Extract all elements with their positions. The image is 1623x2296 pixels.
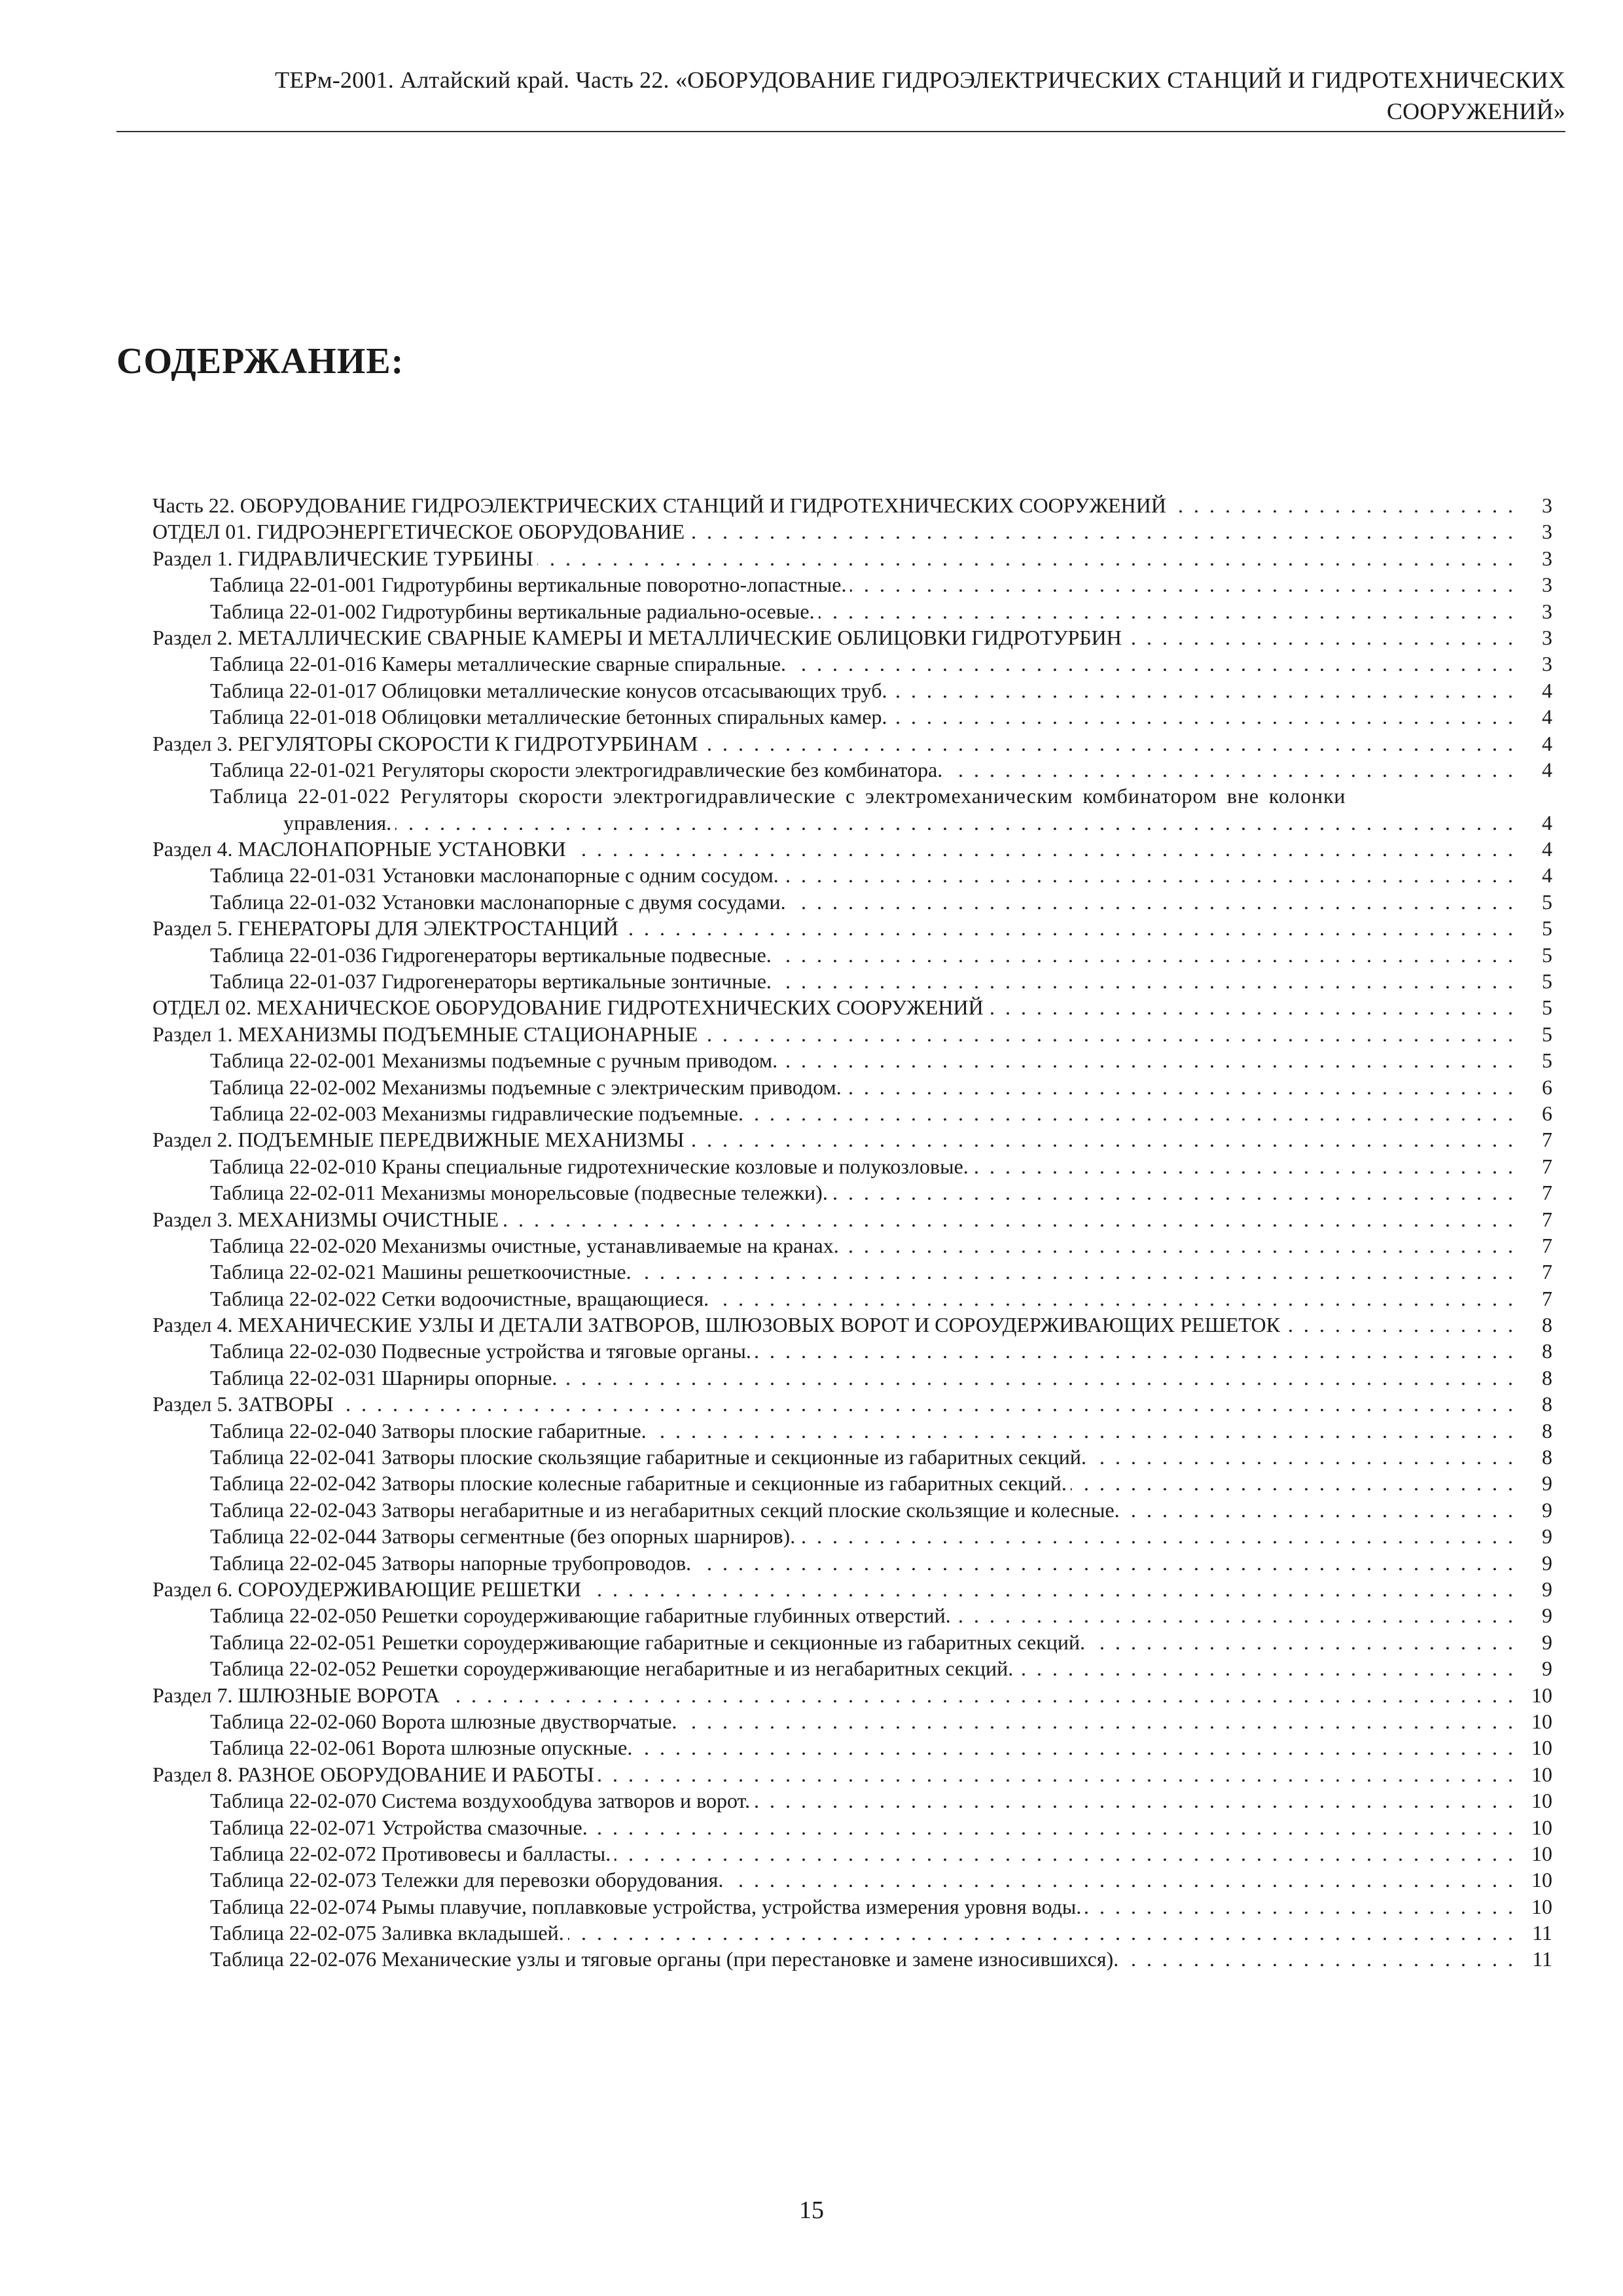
toc-entry[interactable] [152, 1682, 1552, 1708]
toc-entry[interactable] [152, 1840, 1552, 1867]
toc-entry-page: 4 [1542, 731, 1552, 755]
toc-entry-title: Раздел 4. МЕХАНИЧЕСКИЕ УЗЛЫ И ДЕТАЛИ ЗАТВОРОВ, ШЛЮЗОВЫХ ВОРОТ И СОРОУДЕРЖИВАЮЩИХ РЕШЕТОК [152, 1313, 1280, 1337]
toc-entry-title: ОТДЕЛ 01. ГИДРОЭНЕРГЕТИЧЕСКОЕ ОБОРУДОВАНИЕ [152, 520, 685, 544]
toc-entry-page: 5 [1542, 916, 1552, 941]
toc-entry-title: Таблица 22-01-017 Облицовки металлические конусов отсасывающих труб. [210, 678, 887, 702]
toc-entry-page: 10 [1531, 1841, 1552, 1865]
toc-entry[interactable] [152, 1179, 1552, 1206]
toc-entry[interactable] [152, 889, 1552, 915]
toc-entry-title: Раздел 2. ПОДЪЕМНЫЕ ПЕРЕДВИЖНЫЕ МЕХАНИЗМЫ [152, 1128, 685, 1152]
toc-entry-page: 7 [1542, 1207, 1552, 1231]
toc-entry-title: Таблица 22-01-021 Регуляторы скорости электрогидравлические без комбинатора. [210, 757, 943, 781]
toc-entry-title: Таблица 22-01-022 Регуляторы скорости электрогидравлические с электромеханическим комбинатором вне колонки [210, 784, 1346, 808]
toc-entry-title: Таблица 22-01-001 Гидротурбины вертикальные поворотно-лопастные. [210, 573, 847, 597]
toc-entry-title: Таблица 22-02-045 Затворы напорные трубопроводов. [210, 1551, 692, 1575]
running-header [116, 64, 1565, 127]
toc-entry[interactable] [152, 1391, 1552, 1417]
toc-entry[interactable] [152, 1550, 1552, 1576]
toc-entry[interactable] [152, 1365, 1552, 1391]
toc-dot-leader [819, 598, 1516, 624]
toc-entry-title: Таблица 22-02-070 Система воздухообдува затворов и ворот. [210, 1789, 751, 1813]
toc-entry[interactable] [152, 492, 1552, 518]
toc-dot-leader [570, 836, 1516, 862]
toc-entry[interactable] [152, 1523, 1552, 1549]
toc-entry-title: Раздел 2. МЕТАЛЛИЧЕСКИЕ СВАРНЫЕ КАМЕРЫ И МЕТАЛЛИЧЕСКИЕ ОБЛИЦОВКИ ГИДРОТУРБИН [152, 625, 1122, 649]
toc-entry[interactable] [152, 810, 1552, 836]
toc-entry[interactable] [152, 1047, 1552, 1073]
toc-dot-leader [1124, 1497, 1516, 1523]
toc-entry[interactable] [152, 1206, 1552, 1232]
toc-entry[interactable] [152, 783, 1552, 809]
toc-entry-page: 3 [1542, 493, 1552, 517]
toc-dot-leader [955, 1602, 1516, 1628]
toc-entry-title: Таблица 22-02-042 Затворы плоские колесные габаритные и секционные из габаритных секций. [210, 1471, 1067, 1496]
toc-dot-leader [622, 915, 1516, 941]
toc-dot-leader [1089, 1629, 1516, 1655]
toc-entry-page: 9 [1542, 1498, 1552, 1522]
toc-entry[interactable] [152, 1893, 1552, 1920]
toc-entry[interactable] [152, 1708, 1552, 1734]
toc-entry-page: 3 [1542, 573, 1552, 597]
toc-entry-title: Раздел 3. МЕХАНИЗМЫ ОЧИСТНЫЕ [152, 1207, 499, 1231]
toc-dot-leader [702, 1021, 1516, 1047]
toc-entry-title: Раздел 1. МЕХАНИЗМЫ ПОДЪЕМНЫЕ СТАЦИОНАРНЫЕ [152, 1022, 698, 1046]
toc-entry-title: Таблица 22-02-072 Противовесы и балласты. [210, 1841, 611, 1865]
toc-dot-leader [1090, 1444, 1516, 1470]
toc-dot-leader [598, 1761, 1516, 1787]
toc-entry[interactable] [152, 598, 1552, 624]
toc-entry[interactable] [152, 757, 1552, 783]
toc-dot-leader [988, 994, 1516, 1020]
toc-entry-title: Таблица 22-02-001 Механизмы подъемные с ручным приводом. [210, 1049, 778, 1073]
toc-entry-title: Таблица 22-01-036 Гидрогенераторы вертикальные подвесные. [210, 942, 772, 967]
toc-entry-title: Таблица 22-02-031 Шарниры опорные. [210, 1365, 558, 1390]
toc-dot-leader [444, 1682, 1516, 1708]
toc-entry[interactable] [152, 651, 1552, 677]
toc-entry[interactable] [152, 1655, 1552, 1681]
toc-entry[interactable] [152, 1602, 1552, 1628]
toc-dot-leader [843, 1232, 1516, 1259]
toc-dot-leader [1284, 1312, 1516, 1338]
toc-dot-leader [891, 704, 1516, 730]
toc-entry-title: Таблица 22-01-037 Гидрогенераторы вертикальные зонтичные. [210, 969, 772, 994]
toc-entry-page: 8 [1542, 1313, 1552, 1337]
toc-entry[interactable] [152, 1153, 1552, 1179]
toc-entry-page: 4 [1542, 705, 1552, 729]
toc-entry-page: 6 [1542, 1101, 1552, 1125]
toc-entry-title: Раздел 6. СОРОУДЕРЖИВАЮЩИЕ РЕШЕТКИ [152, 1577, 582, 1601]
toc-entry-page: 9 [1542, 1604, 1552, 1628]
toc-entry-page: 4 [1542, 757, 1552, 781]
toc-entry-title: ОТДЕЛ 02. МЕХАНИЧЕСКОЕ ОБОРУДОВАНИЕ ГИДРОТЕХНИЧЕСКИХ СООРУЖЕНИЙ [152, 996, 984, 1020]
toc-entry-page: 5 [1542, 1022, 1552, 1046]
toc-entry-title: Таблица 22-02-002 Механизмы подъемные с электрическим приводом. [210, 1075, 842, 1099]
toc-dot-leader [946, 757, 1516, 783]
toc-dot-leader [850, 571, 1516, 598]
toc-entry-title: Таблица 22-01-031 Установки маслонапорные с одним сосудом. [210, 863, 779, 888]
toc-entry-title: Таблица 22-02-071 Устройства смазочные. [210, 1815, 588, 1839]
toc-dot-leader [1017, 1655, 1516, 1681]
toc-dot-leader [1085, 1893, 1516, 1920]
toc-dot-leader [846, 1074, 1516, 1100]
toc-dot-leader [1071, 1470, 1516, 1496]
toc-entry-title: Таблица 22-02-074 Рымы плавучие, поплавковые устройства, устройства измерения уровня воды. [210, 1894, 1082, 1918]
toc-entry[interactable] [152, 1814, 1552, 1840]
toc-entry-page: 3 [1542, 625, 1552, 649]
toc-entry[interactable] [152, 1418, 1552, 1444]
toc-entry-page: 9 [1542, 1630, 1552, 1654]
toc-entry[interactable] [152, 942, 1552, 968]
toc-entry-title: Раздел 3. РЕГУЛЯТОРЫ СКОРОСТИ К ГИДРОТУРБИНАМ [152, 731, 698, 755]
toc-dot-leader [1122, 1946, 1516, 1972]
toc-dot-leader [1170, 492, 1516, 518]
toc-entry-title: Таблица 22-02-010 Краны специальные гидротехнические козловые и полукозловые. [210, 1154, 969, 1178]
toc-entry-page: 9 [1542, 1524, 1552, 1549]
toc-entry[interactable] [152, 1946, 1552, 1972]
toc-entry-page: 8 [1542, 1339, 1552, 1363]
toc-dot-leader [754, 1787, 1516, 1814]
toc-dot-leader [681, 1708, 1516, 1734]
toc-dot-leader [568, 1920, 1516, 1946]
toc-entry-page: 11 [1532, 1921, 1552, 1945]
toc-entry[interactable] [152, 624, 1552, 651]
toc-dot-leader [781, 1047, 1516, 1073]
toc-entry[interactable] [152, 1232, 1552, 1259]
toc-dot-leader [891, 677, 1516, 704]
toc-entry-page: 10 [1531, 1683, 1552, 1707]
toc-entry[interactable] [152, 1497, 1552, 1523]
toc-dot-leader [636, 1734, 1516, 1761]
toc-entry[interactable] [152, 1787, 1552, 1814]
toc-entry[interactable] [152, 968, 1552, 994]
toc-dot-leader [635, 1259, 1516, 1285]
toc-entry-title: Таблица 22-02-052 Решетки сороудерживающие негабаритные и из негабаритных секций. [210, 1657, 1014, 1681]
toc-entry-title: Таблица 22-02-061 Ворота шлюзные опускные. [210, 1736, 633, 1760]
toc-entry-page: 8 [1542, 1392, 1552, 1416]
toc-dot-leader [592, 1814, 1516, 1840]
toc-entry-title: управления. [283, 810, 392, 834]
toc-dot-leader [1126, 624, 1516, 651]
toc-entry-title: Таблица 22-02-041 Затворы плоские скользящие габаритные и секционные из габаритных секций. [210, 1445, 1086, 1469]
toc-dot-leader [615, 1840, 1516, 1867]
running-header-line-2: СООРУЖЕНИЙ» [1386, 98, 1565, 124]
toc-entry[interactable] [152, 1734, 1552, 1761]
toc-dot-leader [727, 1867, 1516, 1893]
toc-entry-page: 8 [1542, 1445, 1552, 1469]
toc-entry[interactable] [152, 836, 1552, 862]
toc-entry[interactable] [152, 1761, 1552, 1787]
toc-entry-title: Раздел 7. ШЛЮЗНЫЕ ВОРОТА [152, 1683, 440, 1707]
running-header-line-1: ТЕРм-2001. Алтайский край. Часть 22. «ОБОРУДОВАНИЕ ГИДРОЭЛЕКТРИЧЕСКИХ СТАНЦИЙ И ГИДРОТЕХНИЧЕСКИХ [275, 67, 1565, 93]
toc-dot-leader [790, 651, 1516, 677]
page-number: 15 [799, 2197, 824, 2224]
toc-dot-leader [688, 1126, 1516, 1153]
toc-entry-title: Таблица 22-01-002 Гидротурбины вертикальные радиально-осевые. [210, 599, 815, 623]
toc-entry-title: Таблица 22-02-003 Механизмы гидравлические подъемные. [210, 1101, 743, 1125]
toc-entry[interactable] [152, 915, 1552, 941]
toc-entry[interactable] [152, 1021, 1552, 1047]
toc-entry-title: Таблица 22-02-075 Заливка вкладышей. [210, 1921, 564, 1945]
toc-entry-title: Таблица 22-02-030 Подвесные устройства и тяговые органы. [210, 1339, 751, 1363]
toc-entry[interactable] [152, 1312, 1552, 1338]
toc-entry[interactable] [152, 1338, 1552, 1365]
toc-entry-page: 7 [1542, 1233, 1552, 1257]
toc-entry-page: 4 [1542, 863, 1552, 888]
toc-entry-page: 4 [1542, 837, 1552, 861]
toc-entry-page: 7 [1542, 1128, 1552, 1152]
toc-entry-page: 6 [1542, 1075, 1552, 1099]
toc-entry[interactable] [152, 994, 1552, 1020]
toc-dot-leader [561, 1365, 1516, 1391]
toc-dot-leader [585, 1576, 1516, 1602]
toc-entry-title: Таблица 22-02-073 Тележки для перевозки оборудования. [210, 1868, 724, 1892]
toc-entry-page: 8 [1542, 1365, 1552, 1390]
toc-entry-title: Часть 22. ОБОРУДОВАНИЕ ГИДРОЭЛЕКТРИЧЕСКИХ СТАНЦИЙ И ГИДРОТЕХНИЧЕСКИХ СООРУЖЕНИЙ [152, 493, 1166, 517]
table-of-contents [152, 492, 1552, 1973]
toc-entry-page: 7 [1542, 1181, 1552, 1205]
toc-entry-title: Таблица 22-02-060 Ворота шлюзные двустворчатые. [210, 1709, 677, 1733]
toc-entry-page: 3 [1542, 652, 1552, 676]
toc-entry-title: Раздел 1. ГИДРАВЛИЧЕСКИЕ ТУРБИНЫ [152, 546, 533, 570]
toc-entry-title: Таблица 22-01-016 Камеры металлические сварные спиральные. [210, 652, 787, 676]
toc-entry-page: 9 [1542, 1471, 1552, 1496]
toc-entry-page: 10 [1531, 1736, 1552, 1760]
toc-dot-leader [338, 1391, 1516, 1417]
toc-entry-title: Таблица 22-02-051 Решетки сороудерживающие габаритные и секционные из габаритных секций. [210, 1630, 1086, 1654]
toc-dot-leader [395, 810, 1516, 836]
toc-dot-leader [688, 518, 1516, 545]
toc-entry-page: 10 [1531, 1762, 1552, 1786]
toc-dot-leader [790, 889, 1516, 915]
toc-entry[interactable] [152, 730, 1552, 757]
toc-entry[interactable] [152, 862, 1552, 888]
toc-entry-page: 10 [1531, 1815, 1552, 1839]
toc-dot-leader [799, 1523, 1516, 1549]
toc-entry[interactable] [152, 545, 1552, 571]
toc-dot-leader [537, 545, 1516, 571]
toc-entry-title: Таблица 22-02-076 Механические узлы и тяговые органы (при перестановке и замене износившихся). [210, 1947, 1119, 1971]
toc-entry-page: 9 [1542, 1657, 1552, 1681]
toc-entry-page: 5 [1542, 942, 1552, 967]
toc-dot-leader [695, 1550, 1516, 1576]
toc-entry-page: 8 [1542, 1418, 1552, 1443]
toc-entry-page: 3 [1542, 546, 1552, 570]
toc-entry-page: 10 [1531, 1868, 1552, 1892]
toc-entry[interactable] [152, 1920, 1552, 1946]
toc-entry-title: Таблица 22-02-021 Машины решеткоочистные. [210, 1260, 632, 1284]
toc-entry-title: Раздел 4. МАСЛОНАПОРНЫЕ УСТАНОВКИ [152, 837, 566, 861]
toc-entry-title: Таблица 22-02-040 Затворы плоские габаритные. [210, 1418, 647, 1443]
toc-entry[interactable] [152, 1629, 1552, 1655]
toc-entry[interactable] [152, 1470, 1552, 1496]
toc-entry-page: 5 [1542, 996, 1552, 1020]
toc-entry[interactable] [152, 1100, 1552, 1126]
toc-entry[interactable] [152, 518, 1552, 545]
toc-entry-page: 5 [1542, 889, 1552, 914]
toc-entry-page: 9 [1542, 1577, 1552, 1601]
toc-entry-page: 9 [1542, 1551, 1552, 1575]
toc-dot-leader [747, 1100, 1516, 1126]
toc-entry-title: Таблица 22-02-020 Механизмы очистные, устанавливаемые на кранах. [210, 1233, 839, 1257]
toc-entry-title: Раздел 8. РАЗНОЕ ОБОРУДОВАНИЕ И РАБОТЫ [152, 1762, 594, 1786]
toc-entry-title: Таблица 22-02-044 Затворы сегментные (без опорных шарниров). [210, 1524, 796, 1549]
toc-entry-title: Таблица 22-02-022 Сетки водоочистные, вращающиеся. [210, 1286, 709, 1310]
toc-dot-leader [503, 1206, 1516, 1232]
toc-entry[interactable] [152, 1444, 1552, 1470]
toc-entry[interactable] [152, 1126, 1552, 1153]
toc-entry-page: 4 [1542, 810, 1552, 834]
toc-entry-title: Раздел 5. ГЕНЕРАТОРЫ ДЛЯ ЭЛЕКТРОСТАНЦИЙ [152, 916, 618, 941]
toc-entry-title: Таблица 22-02-043 Затворы негабаритные и из негабаритных секций плоские скользящие и колесные. [210, 1498, 1120, 1522]
toc-entry-page: 7 [1542, 1260, 1552, 1284]
toc-entry-title: Раздел 5. ЗАТВОРЫ [152, 1392, 334, 1416]
toc-dot-leader [776, 942, 1516, 968]
toc-dot-leader [783, 862, 1516, 888]
header-divider [116, 131, 1565, 132]
toc-entry[interactable] [152, 1576, 1552, 1602]
toc-entry-page: 3 [1542, 599, 1552, 623]
toc-entry-page: 10 [1531, 1894, 1552, 1918]
toc-entry-page: 10 [1531, 1709, 1552, 1733]
toc-dot-leader [651, 1418, 1516, 1444]
toc-entry[interactable] [152, 704, 1552, 730]
toc-entry-page: 4 [1542, 678, 1552, 702]
toc-dot-leader [972, 1153, 1516, 1179]
toc-entry-page: 5 [1542, 969, 1552, 994]
toc-entry-page: 7 [1542, 1286, 1552, 1310]
toc-entry-title: Таблица 22-01-032 Установки маслонапорные с двумя сосудами. [210, 889, 786, 914]
toc-entry-title: Таблица 22-02-011 Механизмы монорельсовые (подвесные тележки). [210, 1181, 828, 1205]
toc-entry-page: 11 [1532, 1947, 1552, 1971]
toc-entry-page: 7 [1542, 1154, 1552, 1178]
toc-entry[interactable] [152, 1259, 1552, 1285]
toc-dot-leader [713, 1285, 1516, 1312]
toc-dot-leader [755, 1338, 1516, 1365]
toc-dot-leader [776, 968, 1516, 994]
toc-entry[interactable] [152, 1285, 1552, 1312]
toc-entry[interactable] [152, 571, 1552, 598]
toc-entry-page: 10 [1531, 1789, 1552, 1813]
toc-entry-title: Таблица 22-02-050 Решетки сороудерживающие габаритные глубинных отверстий. [210, 1604, 951, 1628]
toc-entry-page: 5 [1542, 1049, 1552, 1073]
toc-entry[interactable] [152, 1867, 1552, 1893]
toc-entry[interactable] [152, 1074, 1552, 1100]
toc-dot-leader [702, 730, 1516, 757]
toc-dot-leader [832, 1179, 1516, 1206]
page-title: СОДЕРЖАНИЕ: [116, 341, 404, 382]
toc-entry[interactable] [152, 677, 1552, 704]
toc-entry-title: Таблица 22-01-018 Облицовки металлические бетонных спиральных камер. [210, 705, 887, 729]
toc-entry-page: 3 [1542, 520, 1552, 544]
